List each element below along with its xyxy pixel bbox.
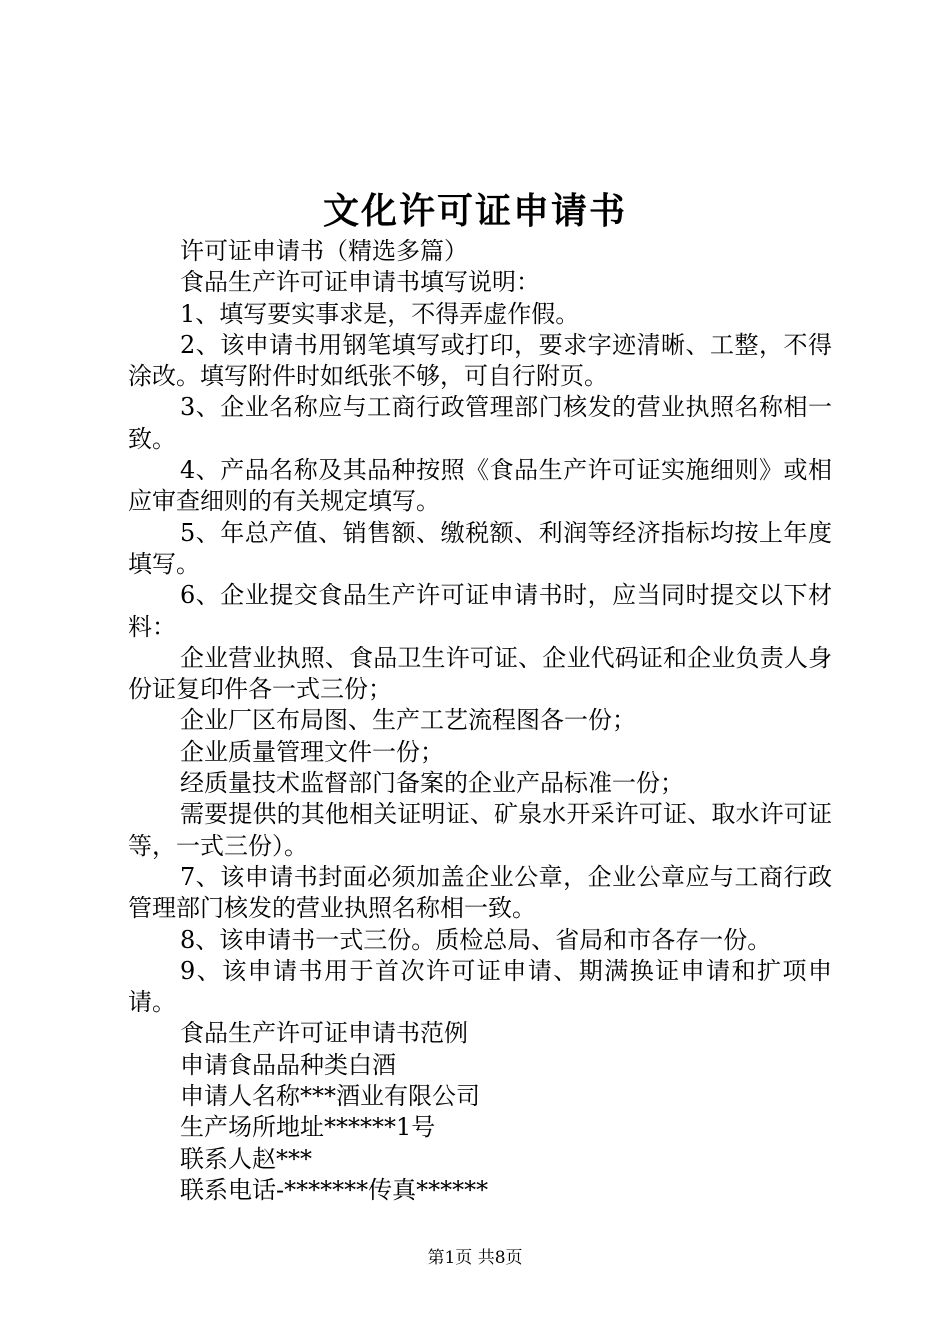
paragraph: 6、企业提交食品生产许可证申请书时，应当同时提交以下材料： [128, 581, 832, 641]
paragraph: 1、填写要实事求是，不得弄虚作假。 [180, 299, 580, 328]
paragraph: 申请人名称***酒业有限公司 [180, 1082, 480, 1111]
paragraph: 企业厂区布局图、生产工艺流程图各一份； [180, 706, 636, 735]
paragraph: 联系电话-*******传真****** [180, 1175, 489, 1204]
paragraph: 9、该申请书用于首次许可证申请、期满换证申请和扩项申请。 [128, 956, 832, 1017]
page-footer: 第1页 共8页 [427, 1248, 523, 1268]
paragraph: 3、企业名称应与工商行政管理部门核发的营业执照名称相一致。 [128, 393, 832, 453]
paragraph: 企业营业执照、食品卫生许可证、企业代码证和企业负责人身份证复印件各一式三份； [128, 643, 832, 704]
document-title: 文化许可证申请书 [322, 190, 627, 232]
paragraph: 联系人赵*** [180, 1144, 312, 1173]
paragraph: 生产场所地址******1号 [180, 1113, 436, 1142]
paragraph: 2、该申请书用钢笔填写或打印，要求字迹清晰、工整，不得涂改。填写附件时如纸张不够，可自行附页。 [128, 330, 832, 391]
paragraph: 食品生产许可证申请书填写说明： [180, 268, 540, 297]
paragraph: 7、该申请书封面必须加盖企业公章，企业公章应与工商行政管理部门核发的营业执照名称相一致。 [128, 862, 832, 923]
paragraph: 8、该申请书一式三份。质检总局、省局和市各存一份。 [180, 925, 772, 954]
paragraph: 需要提供的其他相关证明证、矿泉水开采许可证、取水许可证等，一式三份）。 [128, 800, 832, 860]
paragraph: 经质量技术监督部门备案的企业产品标准一份； [180, 769, 684, 798]
paragraph: 申请食品品种类白酒 [180, 1050, 396, 1079]
document-body [128, 236, 832, 1206]
paragraph: 4、产品名称及其品种按照《食品生产许可证实施细则》或相应审查细则的有关规定填写。 [128, 456, 832, 516]
paragraph: 食品生产许可证申请书范例 [180, 1019, 468, 1048]
paragraph: 5、年总产值、销售额、缴税额、利润等经济指标均按上年度填写。 [128, 518, 832, 578]
paragraph: 许可证申请书（精选多篇） [180, 237, 468, 265]
paragraph: 企业质量管理文件一份； [180, 737, 444, 766]
